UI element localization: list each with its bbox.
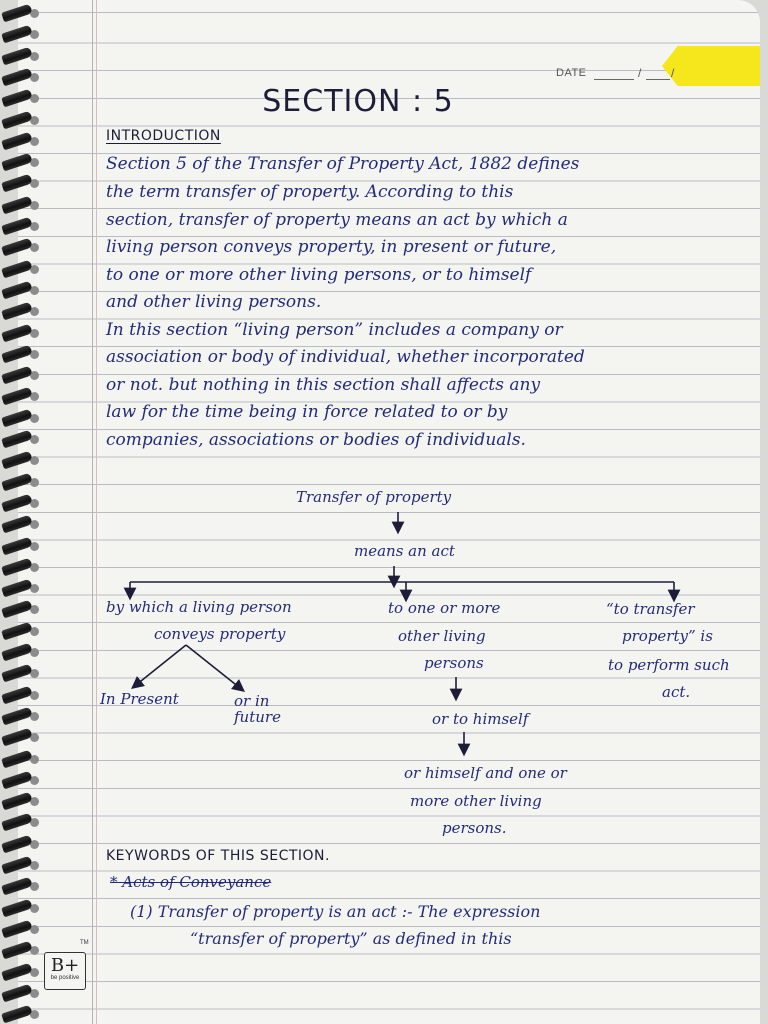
flow-right-branch-4: act. [662, 683, 691, 701]
intro-line-11: companies, associations or bodies of individuals. [106, 430, 526, 450]
flow-right-branch-2: property” is [622, 627, 713, 645]
binding-ring [1, 89, 33, 108]
binding-ring [1, 664, 33, 683]
intro-line-6: and other living persons. [106, 292, 322, 312]
date-label: DATE [556, 67, 587, 79]
flow-left-branch-2: conveys property [154, 625, 286, 643]
binding-ring [1, 877, 33, 896]
intro-line-4: living person conveys property, in present or future, [106, 237, 557, 257]
binding-ring [1, 813, 33, 832]
date-separator-1: / [638, 66, 642, 80]
binding-ring [1, 238, 33, 257]
binding-ring [1, 600, 33, 619]
intro-line-1: Section 5 of the Transfer of Property Act, 1882 defines [106, 154, 580, 174]
binding-ring [1, 770, 33, 789]
date-line-day [594, 79, 634, 80]
flow-center-next: or to himself [432, 710, 529, 728]
binding-ring [1, 68, 33, 87]
keyword-point-1-line-1: (1) Transfer of property is an act :- The expression [130, 902, 541, 921]
keywords-struck-item: * Acts of Conveyance [110, 873, 272, 891]
binding-ring [1, 707, 33, 726]
intro-line-3: section, transfer of property means an act by which a [106, 210, 568, 230]
binding-ring [1, 728, 33, 747]
binding-ring [1, 387, 33, 406]
binding-ring [1, 323, 33, 342]
date-separator-2: / [671, 66, 675, 80]
brand-logo-text: B+ [50, 955, 80, 976]
intro-line-5: to one or more other living persons, or to himself [106, 265, 532, 285]
flow-center-last-3: persons. [442, 819, 507, 837]
page-title: SECTION : 5 [262, 84, 454, 119]
binding-ring [1, 834, 33, 853]
flow-top-node: Transfer of property [296, 488, 452, 506]
intro-line-7: In this section “living person” includes a company or [106, 320, 563, 340]
flow-center-branch-1: to one or more [388, 599, 501, 617]
keyword-point-1-line-2: “transfer of property” as defined in this [190, 929, 512, 948]
flow-center-last-2: more other living [410, 792, 542, 810]
binding-ring [1, 472, 33, 491]
intro-line-8: association or body of individual, whether incorporated [106, 347, 585, 367]
binding-ring [1, 1005, 33, 1024]
binding-ring [1, 557, 33, 576]
binding-ring [1, 4, 33, 23]
binding-ring [1, 749, 33, 768]
flow-middle-node: means an act [354, 542, 455, 560]
binding-ring [1, 643, 33, 662]
spiral-binding [0, 0, 36, 1024]
margin-line-inner [96, 0, 97, 1024]
flow-left-branch-1: by which a living person [106, 598, 292, 616]
flow-left-sub-present: In Present [100, 690, 179, 708]
binding-ring [1, 579, 33, 598]
binding-ring [1, 920, 33, 939]
binding-ring [1, 366, 33, 385]
brand-logo-tm: TM [80, 940, 89, 946]
flow-center-branch-2: other living [398, 627, 486, 645]
sticky-tab [662, 46, 760, 86]
brand-logo-tagline: be positive [50, 975, 80, 981]
notebook-page [18, 0, 760, 1024]
intro-line-9: or not. but nothing in this section shall affects any [106, 375, 541, 395]
flow-right-branch-3: to perform such [608, 656, 730, 674]
margin-line [92, 0, 93, 1024]
binding-ring [1, 195, 33, 214]
flow-left-sub-future: future [234, 708, 281, 726]
binding-ring [1, 962, 33, 981]
introduction-heading: INTRODUCTION [106, 128, 221, 144]
binding-ring [1, 153, 33, 172]
flow-left-sub-or-in: or in [234, 692, 270, 710]
binding-ring [1, 259, 33, 278]
binding-ring [1, 621, 33, 640]
binding-ring [1, 131, 33, 150]
binding-ring [1, 856, 33, 875]
binding-ring [1, 792, 33, 811]
binding-ring [1, 430, 33, 449]
binding-ring [1, 408, 33, 427]
binding-ring [1, 217, 33, 236]
binding-ring [1, 451, 33, 470]
binding-ring [1, 515, 33, 534]
intro-line-2: the term transfer of property. According to this [106, 182, 514, 202]
binding-ring [1, 46, 33, 65]
flow-right-branch-1: “to transfer [606, 600, 695, 618]
binding-ring [1, 281, 33, 300]
binding-ring [1, 685, 33, 704]
binding-ring [1, 536, 33, 555]
binding-ring [1, 25, 33, 44]
binding-ring [1, 174, 33, 193]
binding-ring [1, 898, 33, 917]
binding-ring [1, 494, 33, 513]
binding-ring [1, 110, 33, 129]
binding-ring [1, 344, 33, 363]
flow-center-last-1: or himself and one or [404, 764, 567, 782]
binding-ring [1, 941, 33, 960]
intro-line-10: law for the time being in force related to or by [106, 402, 508, 422]
brand-logo [44, 952, 86, 990]
binding-ring [1, 983, 33, 1002]
binding-ring [1, 302, 33, 321]
date-line-month [646, 79, 670, 80]
keywords-heading: KEYWORDS OF THIS SECTION. [106, 848, 330, 864]
flow-center-branch-3: persons [424, 654, 484, 672]
